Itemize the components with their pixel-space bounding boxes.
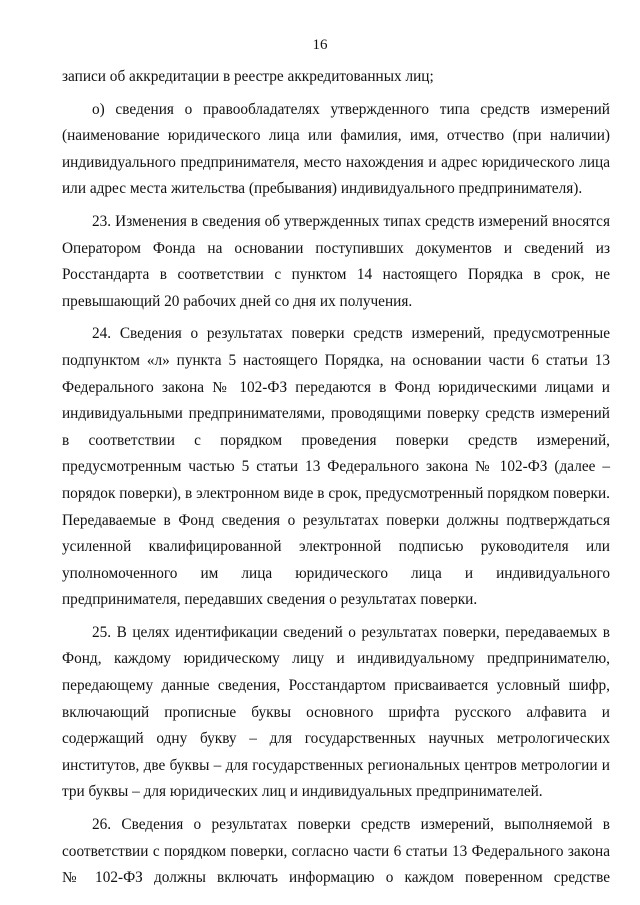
- page-number: 16: [312, 37, 328, 53]
- paragraph-continuation: записи об аккредитации в реестре аккредитованных лиц;: [62, 68, 434, 85]
- paragraph-26: 26. Сведения о результатах поверки средств измерений, выполняемой в соответствии с порядком поверки, согласно части 6 статьи 13 Федерального закона № 102-ФЗ должны включать информацию о каждом поверенном средстве: [62, 816, 610, 887]
- paragraph-25: 25. В целях идентификации сведений о результатах поверки, передаваемых в Фонд, каждому юридическому лицу и индивидуальному предпринимателю, передающему данные сведения, Росстандартом присваивается условный шифр, включающий прописные буквы основного шрифта русского алфавита и содержащий одну букву – для государственных научных метрологических институтов, две буквы – для государственных региональных центров метрологии и три буквы – для юридических лиц и индивидуальных предпринимателей.: [62, 623, 610, 801]
- document-body: [62, 64, 610, 898]
- paragraph-item-o: о) сведения о правообладателях утвержденного типа средств измерений (наименование юридического лица или фамилия, имя, отчество (при наличии) индивидуального предпринимателя, место нахождения и адрес юридического лица или адрес места жительства (пребывания) индивидуального предпринимателя).: [62, 100, 610, 198]
- paragraph-23: 23. Изменения в сведения об утвержденных типах средств измерений вносятся Оператором Фонда на основании поступивших документов и сведений из Росстандарта в соответствии с пунктом 14 настоящего Порядка в срок, не превышающий 20 рабочих дней со дня их получения.: [62, 212, 610, 310]
- paragraph-24: 24. Сведения о результатах поверки средств измерений, предусмотренные подпунктом «л» пункта 5 настоящего Порядка, на основании части 6 статьи 13 Федерального закона № 102-ФЗ передаются в Фонд юридическими лицами и индивидуальными предпринимателями, проводящими поверку средств измерений в соответствии с порядком проведения поверки средств измерений, предусмотренным частью 5 статьи 13 Федерального закона № 102-ФЗ (далее – порядок поверки), в электронном виде в срок, предусмотренный порядком поверки. Передаваемые в Фонд сведения о результатах поверки должны подтверждаться усиленной квалифицированной электронной подписью руководителя или уполномоченного им лица юридического лица и индивидуального предпринимателя, передавших сведения о результатах поверки.: [62, 325, 610, 609]
